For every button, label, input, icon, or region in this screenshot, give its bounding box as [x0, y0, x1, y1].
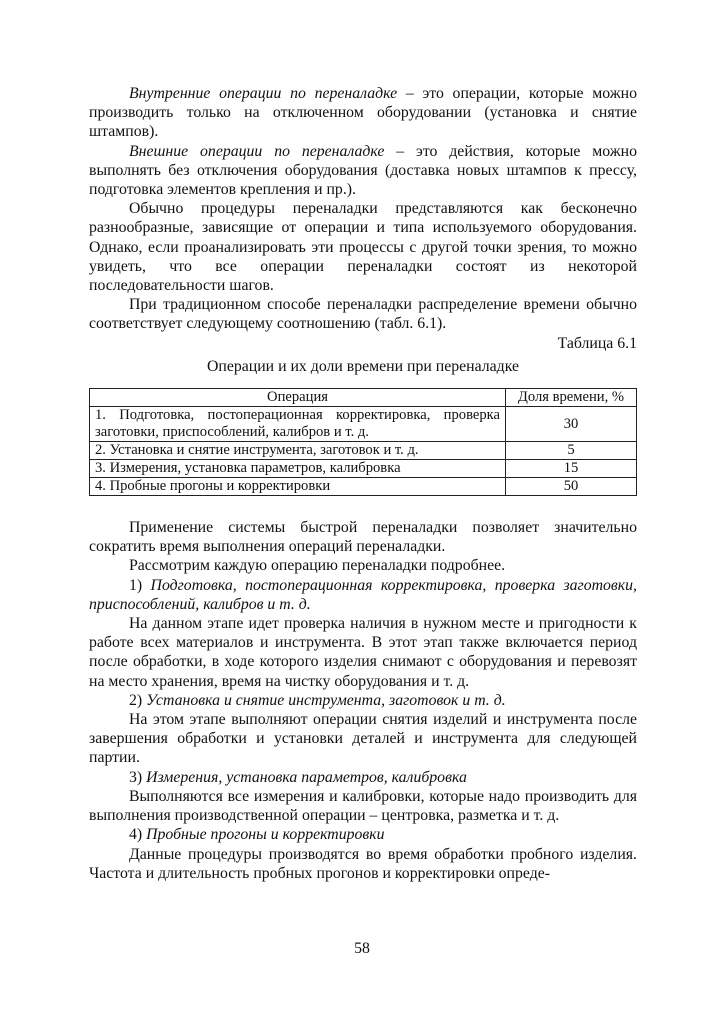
header-share: Доля времени, % — [506, 389, 637, 407]
cell-operation: 1. Подготовка, постоперационная корректировка, проверка заготовки, приспособлений, калибров и т. д. — [90, 407, 506, 442]
cell-operation: 4. Пробные прогоны и корректировки — [90, 478, 506, 496]
step-number: 3) — [129, 768, 147, 786]
cell-share: 50 — [506, 478, 637, 496]
paragraph-external-ops — [89, 142, 637, 200]
step-title: Измерения, установка параметров, калибровка — [146, 768, 467, 786]
paragraph-step-4 — [89, 845, 637, 883]
table-row — [90, 407, 637, 442]
table-row — [90, 478, 637, 496]
table-header-row — [90, 389, 637, 407]
paragraph-step-2 — [89, 710, 637, 768]
cell-share: 30 — [506, 407, 637, 442]
paragraph-consider — [89, 556, 637, 575]
page-number: 58 — [354, 940, 370, 957]
paragraph-text: – это операции, которые можно производить только на отключенном оборудовании (установка и снятие штампов). — [89, 85, 637, 141]
table-row — [90, 460, 637, 478]
table-label: Таблица 6.1 — [557, 334, 637, 352]
paragraph-text: Выполняются все измерения и калибровки, которые надо производить для выполнения производственной операции – центровка, разметка и т. д. — [89, 787, 637, 825]
paragraph-procedures — [89, 199, 637, 295]
heading-step-4 — [89, 825, 637, 844]
paragraph-text: Применение системы быстрой переналадки позволяет значительно сократить время выполнения операций переналадки. — [89, 519, 637, 556]
page-content — [89, 84, 637, 883]
paragraph-step-1 — [89, 614, 637, 691]
paragraph-text: Обычно процедуры переналадки представляются как бесконечно разнообразные, зависящие от операции и типа используемого оборудования. Однако, если проанализировать эти процессы с другой точки зрения, то можно увидеть, что все операции переналадки состоят из некоторой последовательности шагов. — [89, 200, 637, 295]
step-title: Подготовка, постоперационная корректировка, проверка заготовки, приспособлений, калибров и т. д. — [89, 576, 638, 613]
paragraph-text: Рассмотрим каждую операцию переналадки подробнее. — [129, 557, 506, 575]
term-italic: Внутренние операции по переналадке — [129, 85, 398, 102]
paragraph-text: На этом этапе выполняют операции снятия изделий и инструмента после завершения обработки и установки деталей и инструмента для следующей партии. — [89, 711, 637, 767]
paragraph-text: – это действия, которые можно выполнять без отключения оборудования (доставка новых штампов к прессу, подготовка элементов крепления и пр.). — [89, 142, 637, 199]
operations-table — [89, 388, 637, 496]
cell-operation: 2. Установка и снятие инструмента, заготовок и т. д. — [90, 442, 506, 460]
heading-step-1 — [89, 576, 637, 614]
step-number: 2) — [129, 691, 147, 709]
cell-share: 15 — [506, 460, 637, 478]
cell-operation: 3. Измерения, установка параметров, калибровка — [90, 460, 506, 478]
term-italic: Внешние операции по переналадке — [129, 142, 385, 160]
paragraph-step-3 — [89, 787, 637, 825]
step-title: Пробные прогоны и корректировки — [146, 826, 385, 844]
step-number: 1) — [129, 576, 151, 594]
heading-step-2 — [89, 691, 637, 710]
step-number: 4) — [129, 826, 147, 844]
table-row — [90, 442, 637, 460]
paragraph-text: Данные процедуры производятся во время обработки пробного изделия. Частота и длительность пробных прогонов и корректировки опреде- — [89, 845, 637, 882]
paragraph-text: На данном этапе идет проверка наличия в нужном месте и пригодности к работе всех материалов и инструмента. В этот этап также включается период после обработки, в ходе которого изделия снимают с оборудования и перевозят на место хранения, время на чистку оборудования и т. д. — [89, 615, 637, 690]
table-caption: Операции и их доли времени при переналадке — [206, 357, 519, 375]
paragraph-internal-ops — [89, 84, 637, 142]
step-title: Установка и снятие инструмента, заготовок и т. д. — [146, 691, 506, 709]
header-operation: Операция — [90, 389, 506, 407]
paragraph-text: При традиционном способе переналадки распределение времени обычно соответствует следующему соотношению (табл. 6.1). — [89, 296, 637, 333]
paragraph-smed — [89, 518, 637, 556]
paragraph-traditional — [89, 295, 637, 333]
heading-step-3 — [89, 768, 637, 787]
cell-share: 5 — [506, 442, 637, 460]
